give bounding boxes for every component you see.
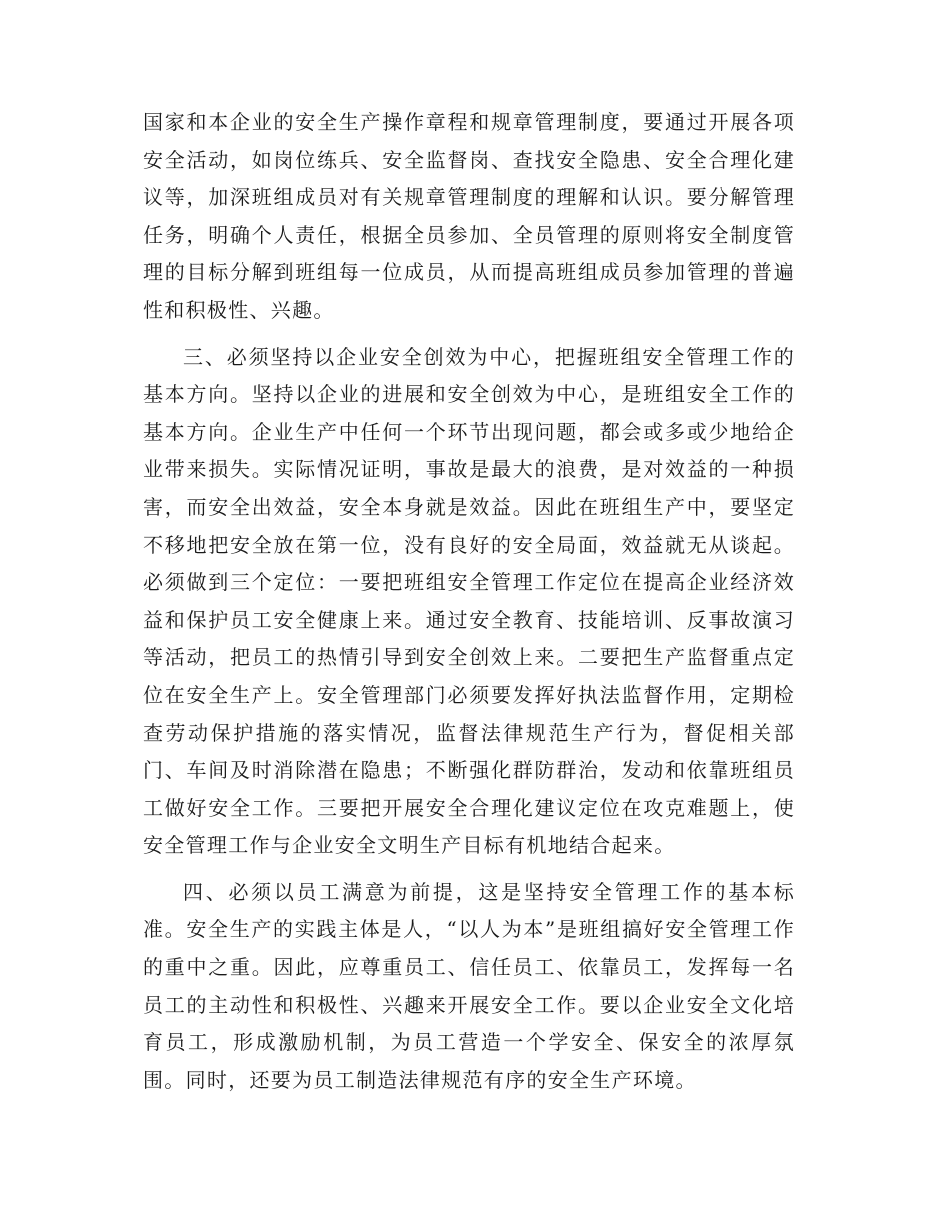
paragraph-continuation: 国家和本企业的安全生产操作章程和规章管理制度，要通过开展各项安全活动，如岗位练兵、安全监督岗、查找安全隐患、安全合理化建议等，加深班组成员对有关规章管理制度的理解和认识。要分解管理任务，明确个人责任，根据全员参加、全员管理的原则将安全制度管理的目标分解到班组每一位成员，从而提高班组成员参加管理的普遍性和积极性、兴趣。 [143,110,795,322]
paragraph-section-four: 四、必须以员工满意为前提，这是坚持安全管理工作的基本标准。安全生产的实践主体是人，“以人为本”是班组搞好安全管理工作的重中之重。因此，应尊重员工、信任员工、依靠员工，发挥每一名员工的主动性和积极性、兴趣来开展安全工作。要以企业安全文化培育员工，形成激励机制，为员工营造一个学安全、保安全的浓厚氛围。同时，还要为员工制造法律规范有序的安全生产环境。 [143,879,795,1092]
paragraph-section-three: 三、必须坚持以企业安全创效为中心，把握班组安全管理工作的基本方向。坚持以企业的进展和安全创效为中心，是班组安全工作的基本方向。企业生产中任何一个环节出现问题，都会或多或少地给企业带来损失。实际情况证明，事故是最大的浪费，是对效益的一种损害，而安全出效益，安全本身就是效益。因此在班组生产中，要坚定不移地把安全放在第一位，没有良好的安全局面，效益就无从谈起。必须做到三个定位：一要把班组安全管理工作定位在提高企业经济效益和保护员工安全健康上来。通过安全教育、技能培训、反事故演习等活动，把员工的热情引导到安全创效上来。二要把生产监督重点定位在安全生产上。安全管理部门必须要发挥好执法监督作用，定期检查劳动保护措施的落实情况，监督法律规范生产行为，督促相关部门、车间及时消除潜在隐患；不断强化群防群治，发动和依靠班组员工做好安全工作。三要把开展安全合理化建议定位在攻克难题上，使安全管理工作与企业安全文明生产目标有机地结合起来。 [143,344,795,858]
document-page [143,104,795,1099]
